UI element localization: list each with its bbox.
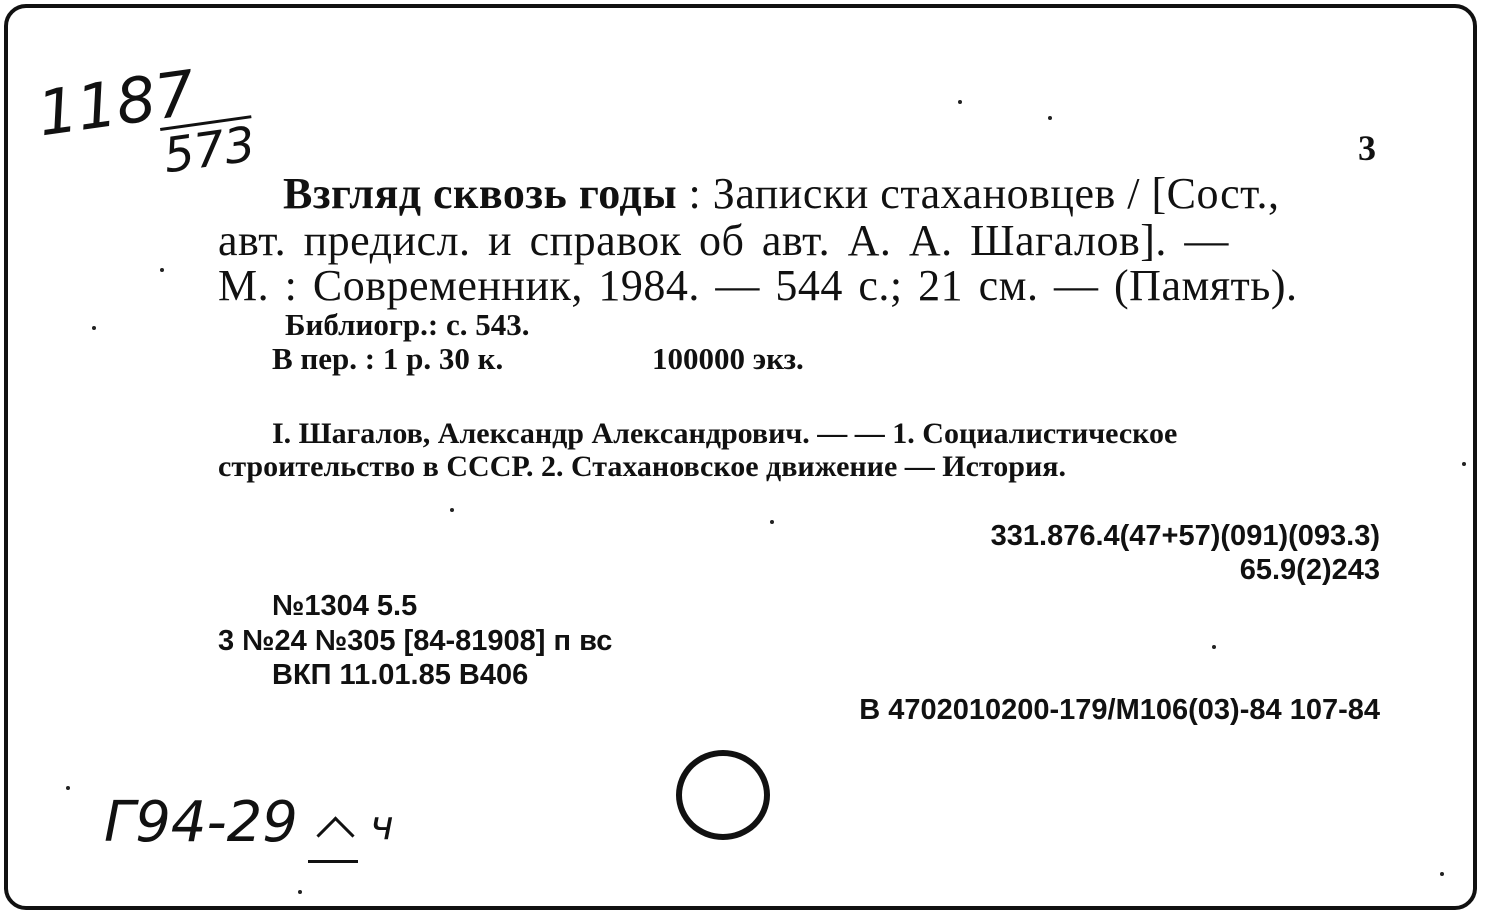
scan-speck [92,326,96,330]
index-code: В 4702010200-179/М106(03)-84 107-84 [859,694,1380,726]
scan-speck [66,786,70,790]
catalog-code-line-3: ВКП 11.01.85 В406 [272,659,529,691]
scan-speck [958,100,962,104]
udc-code: 331.876.4(47+57)(091)(093.3) [990,520,1380,552]
catalog-code-line-1: №1304 5.5 [272,590,418,622]
handwritten-call-number: 1187 [33,56,200,151]
handwritten-underline [308,860,358,863]
bibliography-note: Библиогр.: с. 543. [285,307,530,342]
title-line-3: М. : Современник, 1984. — 544 с.; 21 см. — (Память). [218,261,1298,310]
handwritten-suffix: ч [370,803,394,849]
book-title: Взгляд сквозь годы [283,169,678,218]
scan-speck [160,268,164,272]
handwritten-bottom-code: Г94-29 [104,790,298,855]
print-run: 100000 экз. [652,341,804,376]
handwritten-call-number-denominator: 573 [160,116,259,185]
scan-speck [1212,645,1216,649]
bbk-code: 65.9(2)243 [1239,554,1380,586]
punch-circle [676,750,770,840]
scan-speck [298,890,302,894]
scan-speck [1462,462,1466,466]
price-note: В пер. : 1 р. 30 к. [272,341,504,376]
scan-speck [450,508,454,512]
title-line-2: авт. предисл. и справок об авт. А. А. Шагалов]. — [218,216,1229,265]
scan-speck [1048,116,1052,120]
scan-speck [1440,872,1444,876]
catalog-code-line-2: 3 №24 №305 [84-81908] п вс [218,625,613,657]
card-number: 3 [1358,128,1376,168]
scan-speck [770,520,774,524]
subjects-line-2: строительство в СССР. 2. Стахановское движение — История. [218,450,1066,483]
title-line-1-rest: : Записки стахановцев / [Сост., [677,169,1280,218]
title-line-1 [283,169,1280,218]
subjects-line-1: I. Шагалов, Александр Александрович. — — 1. Социалистическое [272,417,1178,450]
